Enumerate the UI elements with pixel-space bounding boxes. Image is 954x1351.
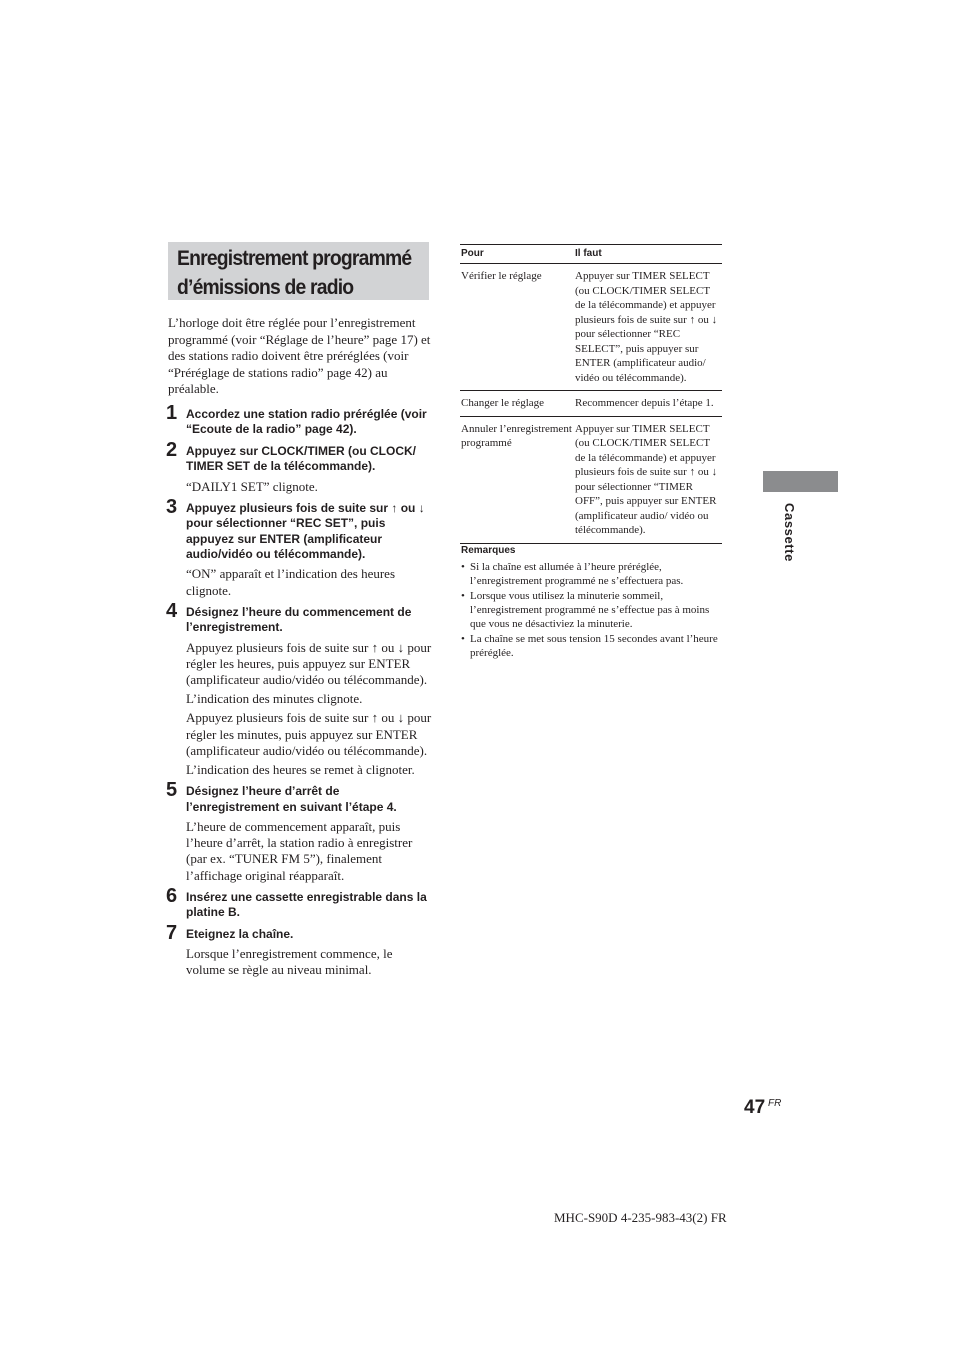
step-text: Appuyez plusieurs fois de suite sur ↑ ou ↓ pour régler les minutes, puis appuyez sur ENTER (amplificateur audio/vidéo ou télécommande).: [186, 710, 432, 758]
remarks-heading: Remarques: [461, 545, 516, 556]
step-text: L’indication des heures se remet à clignoter.: [186, 762, 415, 778]
section-tab-marker: [763, 471, 838, 492]
step-number: 1: [166, 401, 178, 424]
table-cell-procedure: Appuyer sur TIMER SELECT (ou CLOCK/TIMER SELECT de la télécommande) et appuyer plusieurs fois de suite sur ↑ ou ↓ pour sélectionner “REC SELECT”, puis appuyer sur ENTER (amplificateur audio/ vidéo ou télécommande).: [574, 264, 722, 391]
step-heading: Eteignez la chaîne.: [186, 926, 294, 941]
table-cell-action: Changer le réglage: [460, 391, 574, 417]
step-heading: Désignez l’heure du commencement de l’enregistrement.: [186, 604, 412, 635]
step-number: 3: [166, 495, 178, 518]
step-heading: Appuyez sur CLOCK/TIMER (ou CLOCK/ TIMER SET de la télécommande).: [186, 443, 416, 474]
step-7: [166, 921, 432, 979]
step-text: Lorsque l’enregistrement commence, le volume se règle au niveau minimal.: [186, 946, 393, 978]
table-header-row: [460, 245, 722, 264]
table-header-il-faut: Il faut: [574, 245, 722, 264]
step-text: Appuyez plusieurs fois de suite sur ↑ ou ↓ pour régler les heures, puis appuyez sur ENTER (amplificateur audio/vidéo ou télécommande).: [186, 639, 432, 688]
step-heading: Accordez une station radio préréglée (voir “Ecoute de la radio” page 42).: [186, 406, 427, 437]
remarks-section: [461, 545, 723, 661]
step-5: [166, 779, 432, 884]
intro-paragraph: L’horloge doit être réglée pour l’enregistrement programmé (voir “Réglage de l’heure” page 17) et des stations radio doivent être préréglées (voir “Préréglage de stations radio” page 42) au préalable.: [168, 315, 431, 397]
step-number: 5: [166, 779, 178, 802]
step-number: 2: [166, 438, 178, 461]
table-cell-procedure: Appuyer sur TIMER SELECT (ou CLOCK/TIMER SELECT de la télécommande) et appuyer plusieurs fois de suite sur ↑ ou ↓ pour sélectionner “TIMER OFF”, puis appuyer sur ENTER (amplificateur audio/ vidéo ou télécommande).: [574, 416, 722, 543]
page-number: 47: [744, 1097, 766, 1118]
table-cell-action: Annuler l’enregistrement programmé: [460, 416, 574, 543]
step-heading: Insérez une cassette enregistrable dans la platine B.: [186, 889, 427, 920]
step-2: [166, 438, 432, 495]
step-heading: Désignez l’heure d’arrêt de l’enregistrement en suivant l’étape 4.: [186, 784, 397, 814]
table-row: [460, 416, 722, 543]
list-item: • La chaîne se met sous tension 15 secondes avant l’heure préréglée.: [461, 632, 723, 660]
title-line-1: Enregistrement programmé: [177, 246, 412, 270]
list-item: • Si la chaîne est allumée à l’heure préréglée, l’enregistrement programmé ne s’effectuera pas.: [461, 560, 723, 588]
step-3: [166, 495, 432, 599]
step-heading: Appuyez plusieurs fois de suite sur ↑ ou ↓ pour sélectionner “REC SET”, puis appuyez sur ENTER (amplificateur audio/vidéo ou télécommande).: [186, 500, 425, 562]
section-title: [168, 242, 429, 300]
list-item: • Lorsque vous utilisez la minuterie sommeil, l’enregistrement programmé ne s’effectue pas à moins que vous ne désactiviez la minuterie.: [461, 589, 723, 631]
step-number: 6: [166, 884, 178, 907]
operations-table: [460, 244, 722, 544]
step-number: 7: [166, 921, 178, 944]
model-reference: MHC-S90D 4-235-983-43(2) FR: [554, 1210, 727, 1225]
table-header-pour: Pour: [460, 245, 574, 264]
table-row: [460, 391, 722, 417]
instructions-column: [168, 315, 432, 985]
step-1: [166, 401, 432, 438]
step-text: “ON” apparaît et l’indication des heures clignote.: [186, 566, 395, 598]
page-language-suffix: FR: [768, 1098, 782, 1109]
step-4: [166, 599, 432, 778]
table-row: [460, 264, 722, 391]
step-number: 4: [166, 599, 178, 622]
step-text: L’heure de commencement apparaît, puis l’heure d’arrêt, la station radio à enregistrer (par ex. “TUNER FM 5”), finalement l’affichage original réapparaît.: [186, 819, 413, 883]
table-cell-action: Vérifier le réglage: [460, 264, 574, 391]
step-text: “DAILY1 SET” clignote.: [186, 478, 318, 494]
table-cell-procedure: Recommencer depuis l’étape 1.: [574, 391, 722, 417]
remarks-list: [461, 560, 723, 660]
section-tab-label: Cassette: [782, 503, 797, 562]
title-line-2: d’émissions de radio: [177, 275, 354, 299]
step-text: L’indication des minutes clignote.: [186, 691, 363, 707]
step-6: [166, 884, 432, 921]
